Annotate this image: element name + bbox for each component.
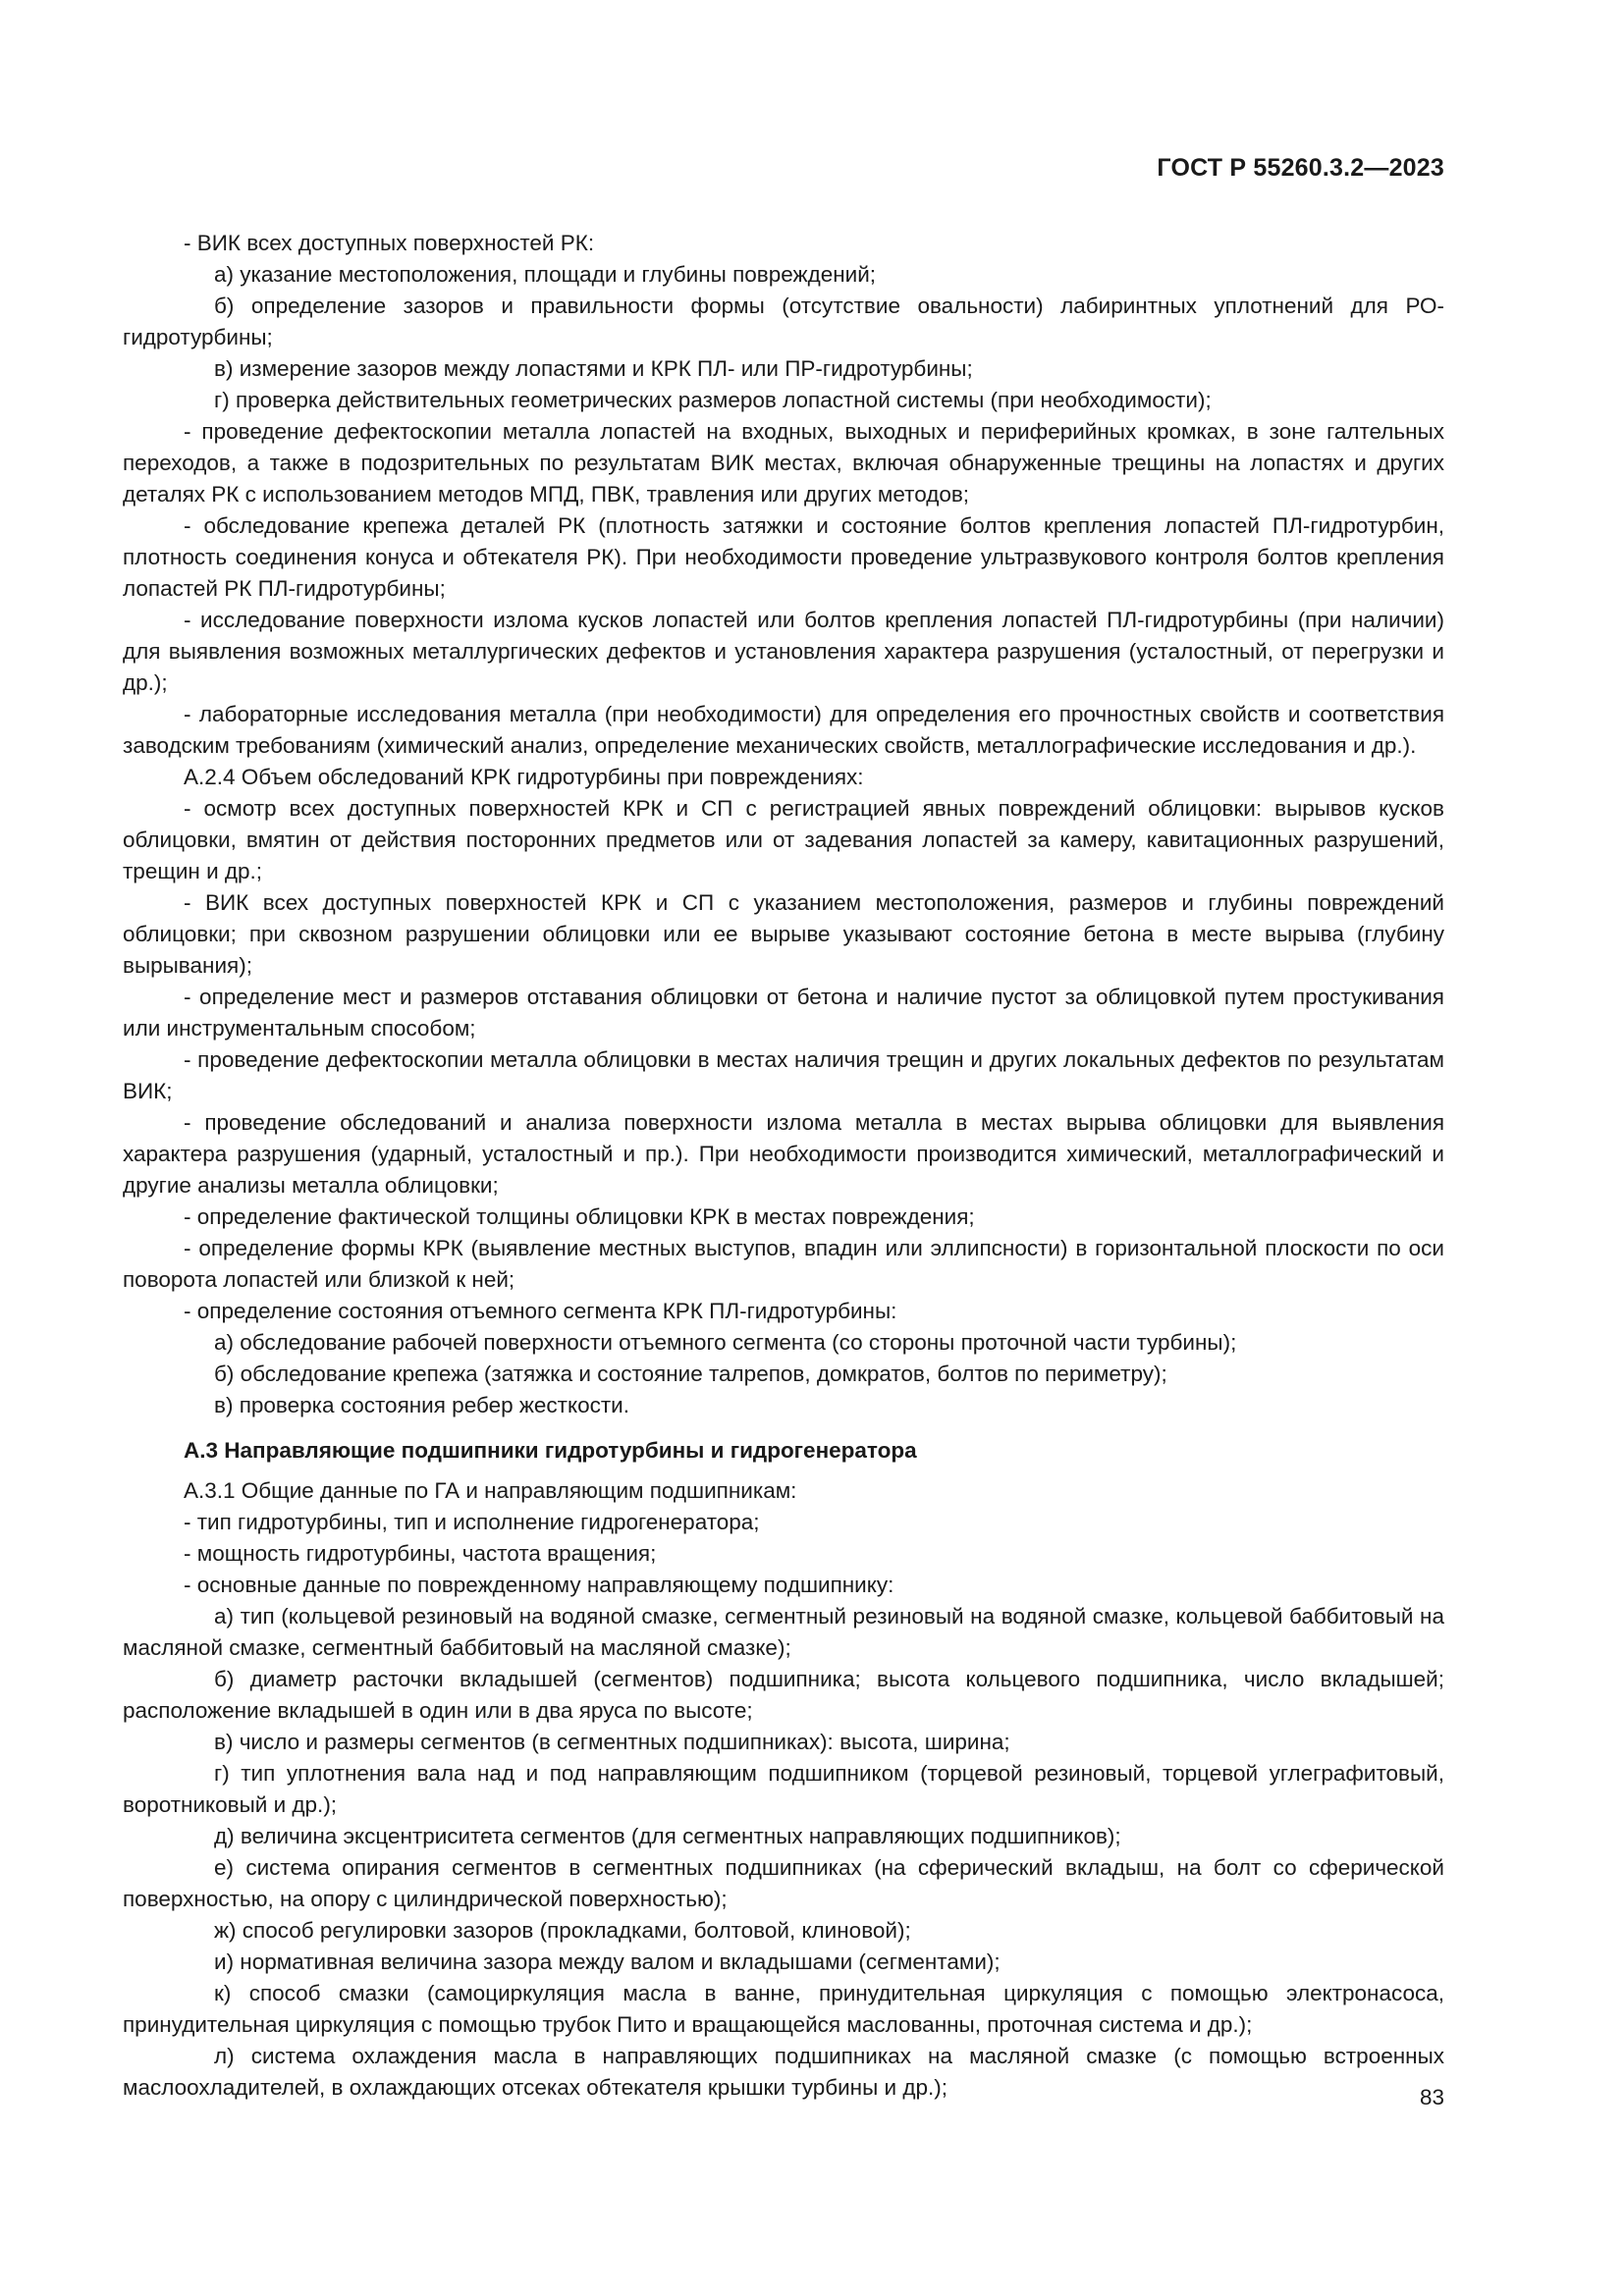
list-subitem: а) тип (кольцевой резиновый на водяной смазке, сегментный резиновый на водяной смазке, кольцевой баббитовый на масляной смазке, сегментный баббитовый на масляной смазке); xyxy=(123,1604,1444,1660)
paragraph: - определение фактической толщины облицовки КРК в местах повреждения; xyxy=(184,1204,975,1229)
paragraph: - обследование крепежа деталей РК (плотность затяжки и состояние болтов крепления лопастей ПЛ-гидротурбин, плотность соединения конуса и обтекателя РК). При необходимости проведение ультразвукового контроля болтов крепления лопастей РК ПЛ-гидротурбины; xyxy=(123,513,1444,601)
section-heading: А.3 Направляющие подшипники гидротурбины и гидрогенератора xyxy=(184,1438,917,1463)
list-subitem: ж) способ регулировки зазоров (прокладками, болтовой, клиновой); xyxy=(214,1918,911,1943)
list-subitem: а) указание местоположения, площади и глубины повреждений; xyxy=(214,262,877,287)
list-subitem: л) система охлаждения масла в направляющих подшипниках на масляной смазке (с помощью встроенных маслоохладителей, в охлаждающих отсеках обтекателя крышки турбины и др.); xyxy=(123,2044,1444,2100)
list-subitem: а) обследование рабочей поверхности отъемного сегмента (со стороны проточной части турбины); xyxy=(214,1330,1237,1355)
list-subitem: д) величина эксцентриситета сегментов (для сегментных направляющих подшипников); xyxy=(214,1824,1121,1848)
paragraph: А.3.1 Общие данные по ГА и направляющим подшипникам: xyxy=(184,1478,797,1503)
list-subitem: в) число и размеры сегментов (в сегментных подшипниках): высота, ширина; xyxy=(214,1730,1010,1754)
paragraph: - проведение дефектоскопии металла лопастей на входных, выходных и периферийных кромках, в зоне галтельных переходов, а также в подозрительных по результатам ВИК местах, включая обнаруженные трещины на лопастях и других деталях РК с использованием методов МПД, ПВК, травления или других методов; xyxy=(123,419,1444,507)
paragraph: - определение формы КРК (выявление местных выступов, впадин или эллипсности) в горизонтальной плоскости по оси поворота лопастей или близкой к ней; xyxy=(123,1236,1444,1292)
list-subitem: б) диаметр расточки вкладышей (сегментов) подшипника; высота кольцевого подшипника, число вкладышей; расположение вкладышей в один или в два яруса по высоте; xyxy=(123,1667,1444,1723)
paragraph: - ВИК всех доступных поверхностей РК: xyxy=(184,231,595,255)
list-subitem: е) система опирания сегментов в сегментных подшипниках (на сферический вкладыш, на болт со сферической поверхностью, на опору с цилиндрической поверхностью); xyxy=(123,1855,1444,1911)
paragraph: - проведение обследований и анализа поверхности излома металла в местах вырыва облицовки для выявления характера разрушения (ударный, усталостный и пр.). При необходимости производится химический, металлографический и другие анализы металла облицовки; xyxy=(123,1110,1444,1198)
paragraph: - определение состояния отъемного сегмента КРК ПЛ-гидротурбины: xyxy=(184,1299,897,1323)
list-subitem: г) тип уплотнения вала над и под направляющим подшипником (торцевой резиновый, торцевой углеграфитовый, воротниковый и др.); xyxy=(123,1761,1444,1817)
list-subitem: б) определение зазоров и правильности формы (отсутствие овальности) лабиринтных уплотнений для РО-гидротурбины; xyxy=(123,294,1444,349)
paragraph: - тип гидротурбины, тип и исполнение гидрогенератора; xyxy=(184,1510,760,1534)
list-subitem: и) нормативная величина зазора между валом и вкладышами (сегментами); xyxy=(214,1949,1001,1974)
list-subitem: б) обследование крепежа (затяжка и состояние талрепов, домкратов, болтов по периметру); xyxy=(214,1362,1167,1386)
paragraph: - проведение дефектоскопии металла облицовки в местах наличия трещин и других локальных дефектов по результатам ВИК; xyxy=(123,1047,1444,1103)
list-subitem: к) способ смазки (самоциркуляция масла в ванне, принудительная циркуляция с помощью электронасоса, принудительная циркуляция с помощью трубок Пито и вращающейся маслованны, проточная система и др.); xyxy=(123,1981,1444,2037)
paragraph: - основные данные по поврежденному направляющему подшипнику: xyxy=(184,1573,894,1597)
paragraph: - лабораторные исследования металла (при необходимости) для определения его прочностных свойств и соответствия заводским требованиям (химический анализ, определение механических свойств, металлографические исследования и др.). xyxy=(123,702,1444,758)
list-subitem: г) проверка действительных геометрических размеров лопастной системы (при необходимости); xyxy=(214,388,1212,412)
page-number: 83 xyxy=(1419,2085,1444,2109)
paragraph: А.2.4 Объем обследований КРК гидротурбины при повреждениях: xyxy=(184,765,864,789)
paragraph: - осмотр всех доступных поверхностей КРК и СП с регистрацией явных повреждений облицовки: вырывов кусков облицовки, вмятин от действия посторонних предметов или от задевания лопастей за камеру, кавитационных разрушений, трещин и др.; xyxy=(123,796,1444,883)
list-subitem: в) проверка состояния ребер жесткости. xyxy=(214,1393,629,1417)
paragraph: - определение мест и размеров отставания облицовки от бетона и наличие пустот за облицовкой путем простукивания или инструментальным способом; xyxy=(123,985,1444,1041)
document-body xyxy=(123,228,1444,2104)
paragraph: - мощность гидротурбины, частота вращения; xyxy=(184,1541,657,1566)
paragraph: - исследование поверхности излома кусков лопастей или болтов крепления лопастей ПЛ-гидротурбины (при наличии) для выявления возможных металлургических дефектов и установления характера разрушения (усталостный, от перегрузки и др.); xyxy=(123,608,1444,695)
paragraph: - ВИК всех доступных поверхностей КРК и СП с указанием местоположения, размеров и глубины повреждений облицовки; при сквозном разрушении облицовки или ее вырыве указывают состояние бетона в месте вырыва (глубину вырывания); xyxy=(123,890,1444,978)
list-subitem: в) измерение зазоров между лопастями и КРК ПЛ- или ПР-гидротурбины; xyxy=(214,356,973,381)
document-header-code: ГОСТ Р 55260.3.2—2023 xyxy=(1157,154,1444,182)
